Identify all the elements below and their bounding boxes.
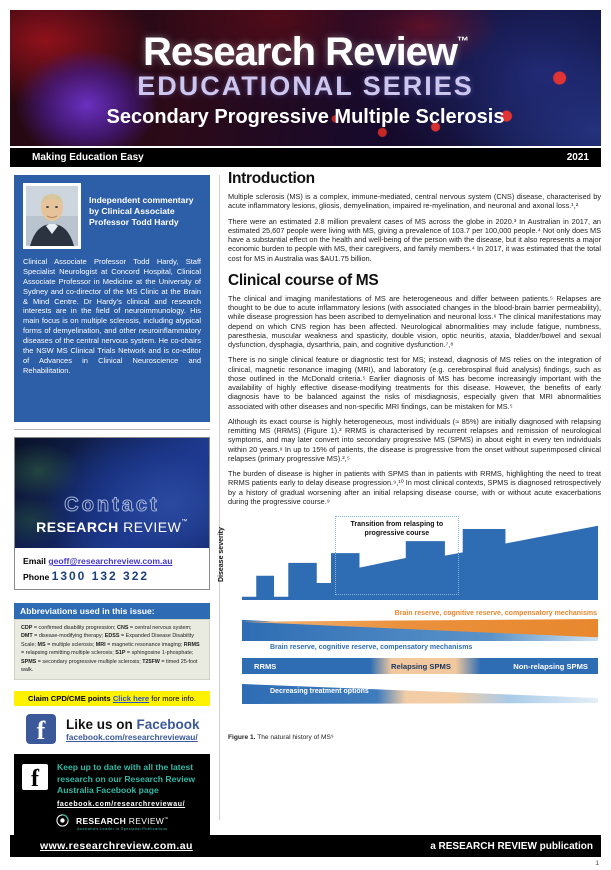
abbreviations-text: CDP = confirmed disability progression; CNS = central nervous system; DMT = disease-modifying therapy; EDSS = Expanded Disease Disability Scale; MS = multiple sclerosis; MRI = magnetic resonance imaging; RRMS = relapsing remitting multiple sclerosis; S1P = sphingosine 1-phosphate; SPMS = secondary progressive multiple sclerosis; T25FW = timed 25-foot walk. [14,619,210,680]
portrait-image [26,186,78,246]
paragraph: There is no single clinical feature or diagnostic test for MS; instead, diagnosis of MS relies on the integration of clinical, magnetic resonance imaging (MRI), and laboratory (e.g. cerebrospinal fluid analysis) findings, such as those outlined in the McDonald criteria.⁵ Earlier diagnosis of MS has become increasingly important with the availability of highly effective disease-modifying treatments for this disease. However, the benefits of early diagnosis have to be balanced against the risks of misdiagnosis, especially given that MRI abnormalities associated with other diseases and non-specific MRI findings, can be mistaken for MS.⁵ [228,355,601,411]
treatment-wedge [242,684,598,704]
facebook-like-box[interactable] [14,712,210,746]
paragraph: Although its exact course is highly heterogeneous, most individuals (≈ 85%) are initially diagnosed with relapsing remitting MS (RRMS) (Figure 1).² RRMS is characterised by recurrent relapses and remission of neurological symptoms, and may later convert into secondary progressive MS (SPMS) in about eight in every ten individuals within 20 years.⁹ In up to 15% of patients, the disease is progressive from the onset without superimposed clinical relapses (primary progressive MS).²,⁵ [228,416,601,463]
stage-relapsing-spms: Relapsing SPMS [391,661,451,671]
abbreviations-box [14,603,210,680]
paragraph: There were an estimated 2.8 million prevalent cases of MS across the globe in 2020.³ In Australian in 2017, an estimated 25,607 people were living with MS, giving a prevalence of 103.7 per 100,000 people.⁴ Not only does MS have a substantial effect on the health and well-being of the person with the disease, but it also represents a major economic burden to people with MS, their caregivers, and family members.⁴ In 2017, it was estimated that the total cost for MS in Australia was $AU1.75 billion. [228,216,601,263]
sidebar-divider [14,429,210,430]
phone-number: 1300 132 322 [51,569,150,583]
cpd-rest: for more info. [151,694,196,704]
trademark-symbol: ™ [181,519,188,525]
sidebar [14,175,210,838]
footer-website-link[interactable]: www.researchreview.com.au [40,840,193,852]
header-banner [10,10,601,146]
cpd-banner [14,691,210,706]
brain-reserve-label-orange: Brain reserve, cognitive reserve, compensatory mechanisms [394,610,597,617]
clinical-course-heading: Clinical course of MS [228,271,379,289]
y-axis-label: Disease severity [218,527,225,582]
commentary-photo [23,183,81,249]
facebook-promo-text: Keep up to date with all the latest research on our Research Review Australia Facebook page [57,762,196,796]
contact-artwork [15,438,209,548]
commentary-heading: Independent commentary by Clinical Associate Professor Todd Hardy [89,195,194,228]
stage-rrms: RRMS [254,661,277,671]
facebook-link[interactable]: facebook.com/researchreviewau/ [57,801,186,809]
paragraph: The burden of disease is higher in patients with SPMS than in patients with RRMS, highlighting the need to treat RRMS patients early to delay disease progression.⁹,¹⁰ In most clinical contexts, SPMS is diagnosed retrospectively by a history of gradual worsening after an initial relapsing disease course, with or without acute exacerbations during the progressive course.⁹ [228,469,601,506]
facebook-link[interactable]: facebook.com/researchreviewau/ [66,731,198,742]
column-divider [219,175,220,820]
year: 2021 [566,152,589,163]
facebook-dark-box [14,754,210,838]
reserve-wedges [242,619,598,641]
paragraph: Multiple sclerosis (MS) is a complex, immune-mediated, central nervous system (CNS) disease, characterised by acute inflammatory lesions, gliosis, demyelination, impaired re-myelination, and neuronal and axonal loss.¹,² [228,192,601,211]
facebook-icon[interactable]: f [26,714,56,744]
research-review-eye-icon [56,814,69,832]
research-review-logo: RESEARCH REVIEW™ Australia's Leader in Specialist Publications [22,814,202,832]
figure-1 [218,516,601,741]
paragraph: The clinical and imaging manifestations of MS are heterogeneous and differ between patients.⁵ Relapses are thought to be due to acute inflammatory lesions (with associated changes in the blood-brain barrier permeability), while disease progression has been ascribed to demyelination and neuronal loss.⁶ The clinical manifestations may depend on which CNS region has been affected. Neurological abnormalities may include fatigue, numbness, paresthesia, muscular weakness and spasticity, double vision, optic neuritis, ataxia, bladder/bowel and sexual dysfunction, dysphagia, dysarthria, pain, and cognitive dysfunction.⁷,⁸ [228,293,601,349]
logo-subtitle: Australia's Leader in Specialist Publications [76,825,168,831]
trademark-symbol: ™ [457,34,469,48]
tagline: Making Education Easy [32,152,144,163]
tagline-bar [10,148,601,167]
contact-box [14,437,210,590]
contact-brand: RESEARCH REVIEW™ [36,519,188,535]
disease-stage-bar [242,658,598,674]
brand-title: Research Review™ [142,30,469,74]
facebook-icon[interactable]: f [22,764,48,790]
phone-label: Phone [23,572,50,582]
brain-reserve-label-blue: Brain reserve, cognitive reserve, compensatory mechanisms [270,644,473,651]
cpd-click-here-link[interactable]: Click here [112,694,150,704]
trademark-symbol: ™ [164,815,169,821]
page-number: 1 [595,860,599,867]
footer-bar [10,835,601,857]
contact-details [15,548,209,589]
cpd-bold: Claim CPD/CME points [27,694,111,704]
email-link[interactable]: geoff@researchreview.com.au [48,556,173,566]
like-us-label: Like us on Facebook [66,716,200,732]
email-label: Email [23,556,46,566]
figure-caption: Figure 1. The natural history of MS⁹ [228,734,334,741]
intro-heading: Introduction [228,170,315,187]
footer-publication: a RESEARCH REVIEW publication [430,840,593,852]
main-content [218,170,601,741]
series-title: EDUCATIONAL SERIES [137,71,474,101]
abbreviations-heading: Abbreviations used in this issue: [14,603,210,619]
commentary-box [14,175,210,422]
transition-box [335,516,460,595]
commentary-bio: Clinical Associate Professor Todd Hardy, Staff Specialist Neurologist at Concord Hospital, Clinical Associate Professor in Medicine at the University of Sydney and co-director of the MS Clinic at the Brain & Mind Centre. Dr Hardy's clinical and research interests are in the field of neuroimmunology. His main focus is on multiple sclerosis, including atypical forms of demyelination, and other neuroinflammatory diseases of the central nervous system. He co-chairs the NSW MS Clinical Trials Network and is co-editor of Advances in Clinical Neuroscience and Rehabilitation. [23,257,201,375]
issue-title: Secondary Progressive Multiple Sclerosis [106,106,505,128]
treatment-label: Decreasing treatment options [270,688,369,695]
severity-chart [218,516,601,600]
transition-label: Transition from relasping to progressive course [350,521,444,537]
contact-word: Contact [64,494,160,516]
stage-nonrelapsing-spms: Non-relapsing SPMS [513,661,588,671]
